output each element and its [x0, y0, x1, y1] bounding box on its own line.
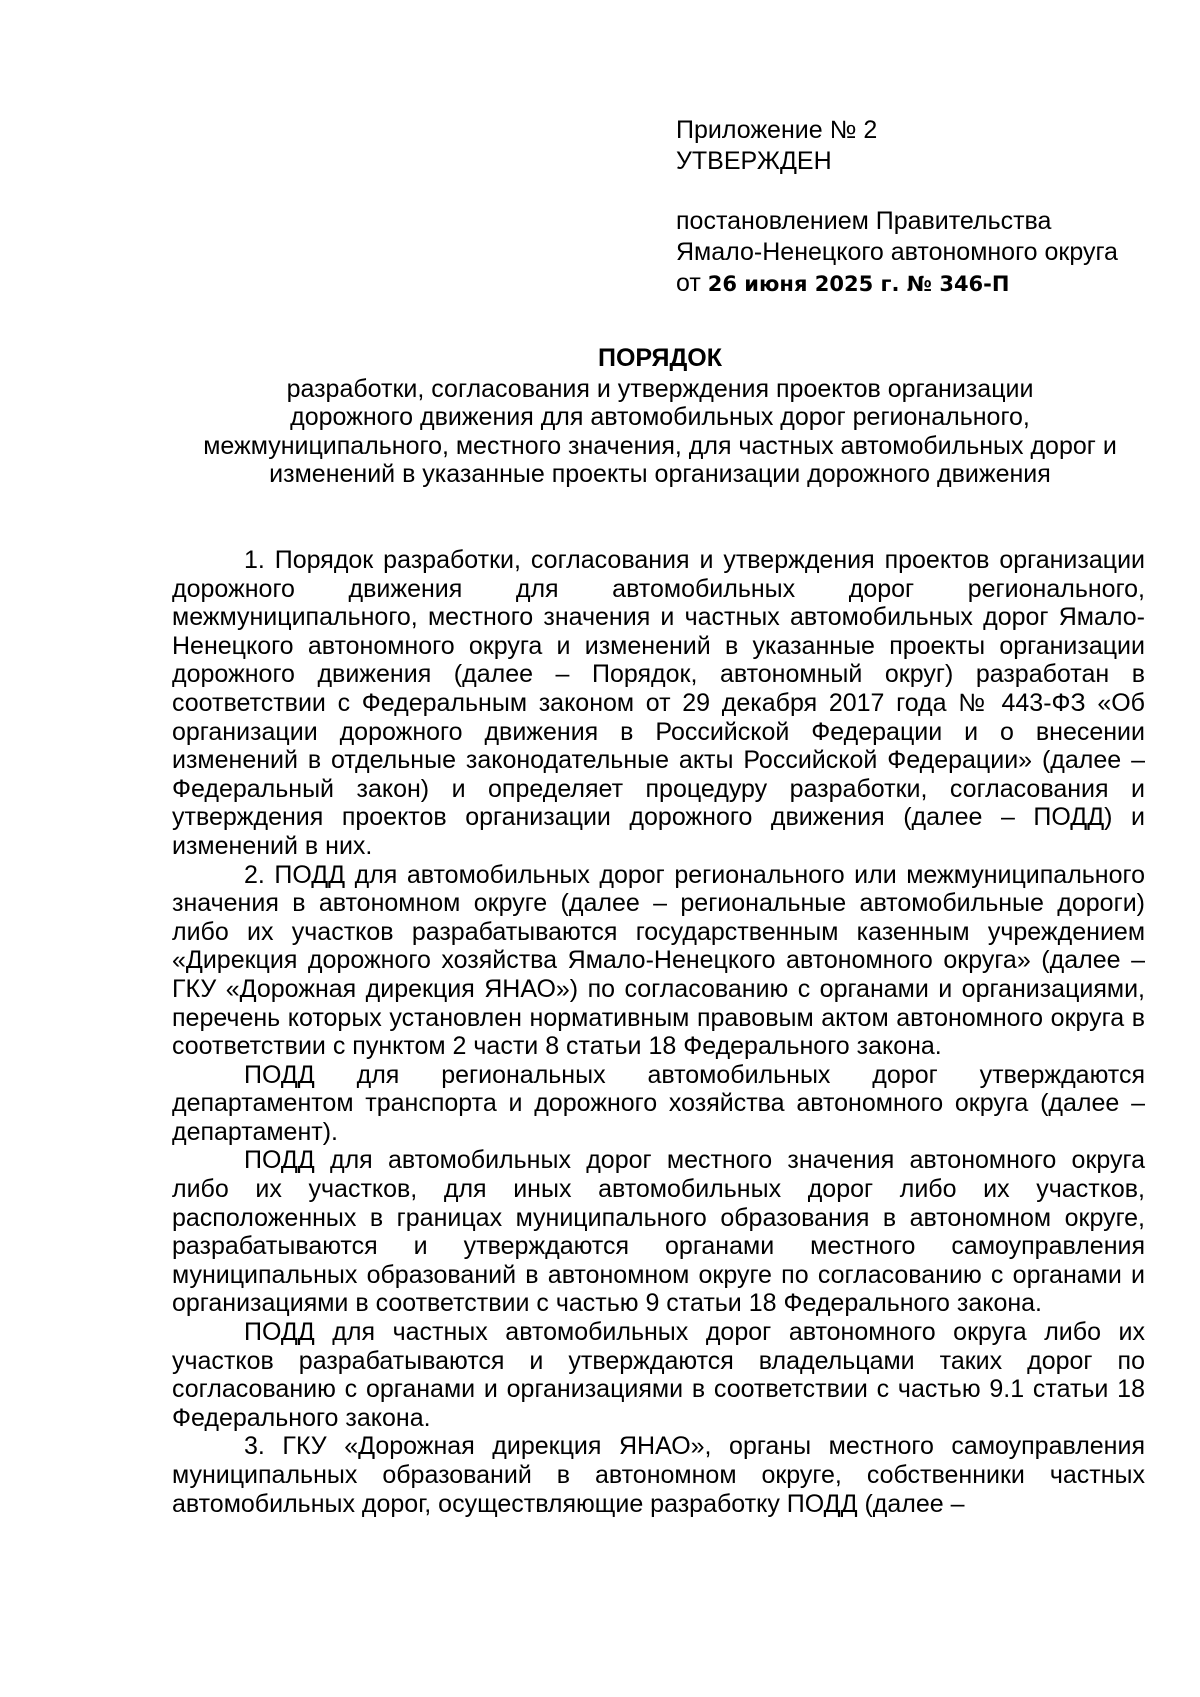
- paragraph-4: ПОДД для автомобильных дорог местного значения автономного округа либо их участков, для иных автомобильных дорог либо их участков, расположенных в границах муниципального образования в автономном округе, разрабатываются и утверждаются органами местного самоуправления муниципальных образований в автономном округе по согласованию с органами и организациями в соответствии с частью 9 статьи 18 Федерального закона.: [172, 1146, 1145, 1318]
- decree-date: [676, 268, 1156, 300]
- decree-line-1: постановлением Правительства: [676, 207, 1052, 235]
- paragraph-1: 1. Порядок разработки, согласования и утверждения проектов организации дорожного движения для автомобильных дорог регионального, межмуниципального, местного значения и частных автомобильных дорог Ямало-Ненецкого автономного округа и изменений в указанные проекты организации дорожного движения (далее – Порядок, автономный округ) разработан в соответствии с Федеральным законом от 29 декабря 2017 года № 443-ФЗ «Об организации дорожного движения в Российской Федерации и о внесении изменений в отдельные законодательные акты Российской Федерации» (далее – Федеральный закон) и определяет процедуру разработки, согласования и утверждения проектов организации дорожного движения (далее – ПОДД) и изменений в них.: [172, 546, 1145, 860]
- date-prefix: от: [676, 269, 701, 297]
- paragraph-6: 3. ГКУ «Дорожная дирекция ЯНАО», органы местного самоуправления муниципальных образований в автономном округе, собственники частных автомобильных дорог, осуществляющие разработку ПОДД (далее –: [172, 1432, 1145, 1518]
- title-heading: ПОРЯДОК: [598, 344, 722, 372]
- title-line-2: дорожного движения для автомобильных дорог регионального,: [290, 403, 1030, 431]
- paragraph-2: 2. ПОДД для автомобильных дорог регионального или межмуниципального значения в автономном округе (далее – региональные автомобильные дороги) либо их участков разрабатываются государственным казенным учреждением «Дирекция дорожного хозяйства Ямало-Ненецкого автономного округа» (далее – ГКУ «Дорожная дирекция ЯНАО») по согласованию с органами и организациями, перечень которых установлен нормативным правовым актом автономного округа в соответствии с пунктом 2 части 8 статьи 18 Федерального закона.: [172, 860, 1145, 1061]
- title-line-4: изменений в указанные проекты организации дорожного движения: [269, 460, 1051, 488]
- appendix-label: Приложение № 2: [676, 116, 878, 144]
- title-line-3: межмуниципального, местного значения, для частных автомобильных дорог и: [203, 431, 1117, 460]
- document-body: [172, 546, 1145, 1518]
- title-line-1: разработки, согласования и утверждения проектов организации: [286, 374, 1034, 403]
- decree-line-2: Ямало-Ненецкого автономного округа: [676, 238, 1118, 266]
- approval-block: [676, 115, 1156, 300]
- paragraph-5: ПОДД для частных автомобильных дорог автономного округа либо их участков разрабатываются и утверждаются владельцами таких дорог по согласованию с органами и организациями в соответствии с частью 9.1 статьи 18 Федерального закона.: [172, 1318, 1145, 1432]
- document-title: [150, 344, 1170, 489]
- date-value: 26 июня 2025 г. № 346-П: [707, 272, 1010, 296]
- paragraph-3: ПОДД для региональных автомобильных дорог утверждаются департаментом транспорта и дорожного хозяйства автономного округа (далее – департамент).: [172, 1060, 1145, 1146]
- approved-label: УТВЕРЖДЕН: [676, 147, 832, 175]
- approval-gap: [676, 177, 1156, 206]
